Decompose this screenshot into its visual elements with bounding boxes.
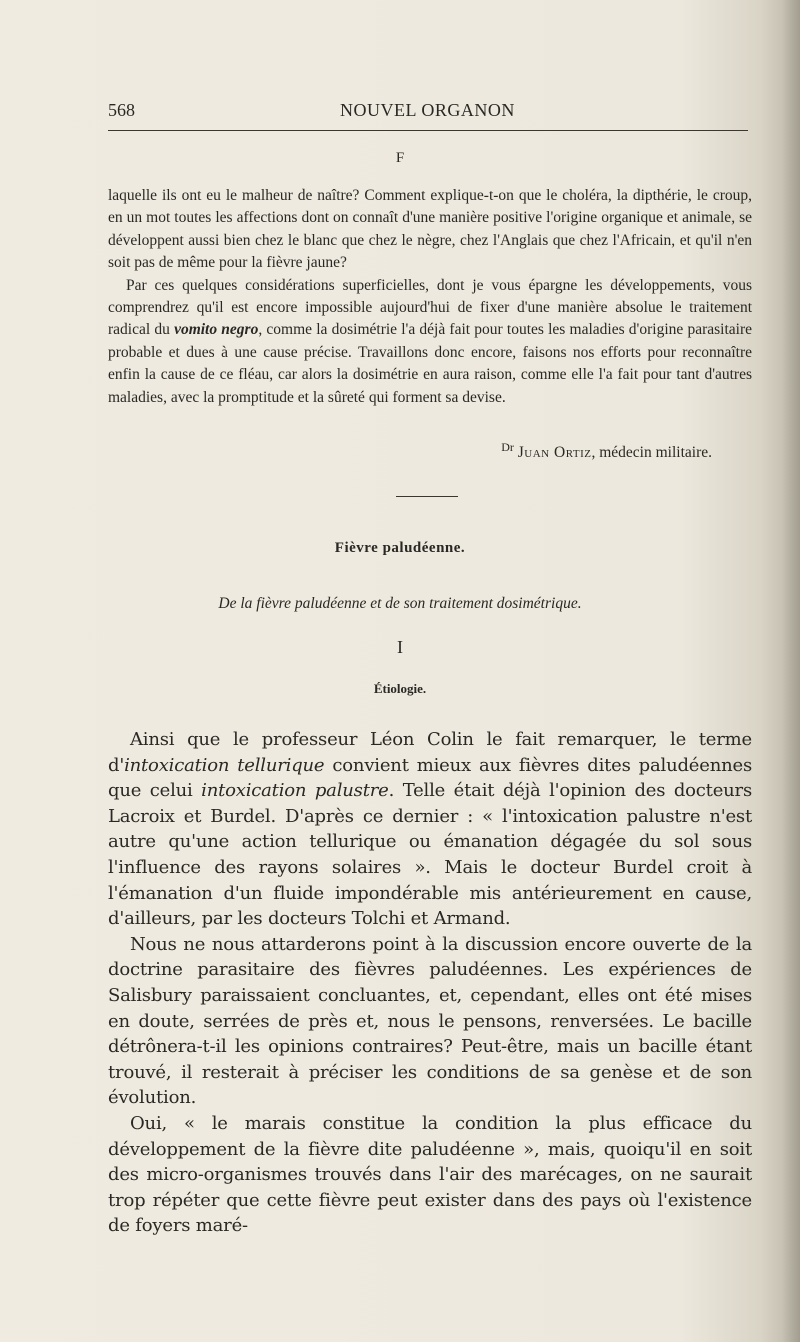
paragraph-text: , comme la dosimétrie l'a déjà fait pour toutes les maladies d'origine parasitaire probable et dues à une cause précise. Travaillons donc encore, faisons nos efforts pour reconnaître enfin la cause de ce fléau, car alors la dosimétrie en aura raison, comme elle l'a fait pour tant d'autres maladies, avec la promptitude et la sûreté qui forment sa devise. bbox=[108, 321, 752, 406]
section-heading: Fièvre paludéenne. bbox=[334, 540, 466, 556]
author-name: Juan Ortiz bbox=[517, 444, 592, 462]
italic-term: intoxication palustre bbox=[201, 780, 389, 802]
paragraph-text: Par ces quelques considérations superficielles, dont je vous épargne les développements, vous comprendrez qu'il est encore impossible aujourd'hui de fixer d'une manière absolue le traitement radical du bbox=[108, 276, 752, 339]
author-title: Dr bbox=[501, 440, 514, 454]
paragraph-text: laquelle ils ont eu le malheur de naître? Comment explique-t-on que le choléra, la dipthérie, le croup, en un mot toutes les affections dont on connaît d'une manière positive l'origine organique et animale, se développent aussi bien chez le blanc que chez le nègre, chez l'Anglais que chez l'Africain, et qu'il n'en soit pas de même pour la fièvre jaune? bbox=[108, 187, 752, 272]
paragraph bbox=[108, 727, 752, 932]
section-subtitle: De la fièvre paludéenne et de son traitement dosimétrique. bbox=[218, 595, 582, 612]
sub-heading: Étiologie. bbox=[373, 681, 427, 696]
paragraph-text: Ainsi que le professeur Léon Colin le fait remarquer, le terme d' bbox=[108, 729, 752, 776]
signature-mark: F bbox=[395, 150, 405, 166]
paragraph bbox=[108, 275, 752, 409]
body-text bbox=[108, 727, 752, 1239]
paragraph bbox=[108, 185, 752, 275]
author-role: , médecin militaire. bbox=[591, 444, 712, 462]
chapter-number: I bbox=[397, 637, 403, 657]
italic-term: intoxication tellurique bbox=[124, 754, 325, 776]
running-title: NOUVEL ORGANON bbox=[340, 100, 515, 120]
paragraph: Nous ne nous attarderons point à la discussion encore ouverte de la doctrine parasitaire des fièvres paludéennes. Les expériences de Salisbury paraissaient concluantes, et, cependant, elles ont été mises en doute, serrées de près et, nous le pensons, renversées. Le bacille détrônera-t-il les opinions contraires? Peut-être, mais un bacille étant trouvé, il resterait à préciser les conditions de sa genèse et de son évolution. bbox=[108, 933, 752, 1109]
paragraph: Oui, « le marais constitue la condition la plus efficace du développement de la fièvre dite paludéenne », mais, quoiqu'il en soit des micro-organismes trouvés dans l'air des marécages, on ne saurait trop répéter que cette fièvre peut exister dans des pays où l'existence de foyers maré- bbox=[108, 1112, 752, 1237]
paragraph-text: . Telle était déjà l'opinion des docteurs Lacroix et Burdel. D'après ce dernier : « l'intoxication palustre n'est autre qu'une action tellurique ou émanation dégagée du sol sous l'influence des rayons solaires ». Mais le docteur Burdel croit à l'émanation d'un fluide impondérable mis antérieurement en cause, d'ailleurs, par les docteurs Tolchi et Armand. bbox=[108, 780, 752, 930]
page-edge-shadow bbox=[782, 0, 800, 1342]
author-byline bbox=[108, 440, 712, 462]
page-number: 568 bbox=[108, 100, 135, 120]
continued-text bbox=[108, 185, 752, 409]
paragraph-text: convient mieux aux fièvres dites paludéennes que celui bbox=[108, 754, 752, 802]
page-header bbox=[108, 100, 748, 130]
header-rule bbox=[108, 130, 748, 131]
italic-term: vomito negro bbox=[174, 321, 259, 339]
section-divider bbox=[396, 496, 458, 497]
